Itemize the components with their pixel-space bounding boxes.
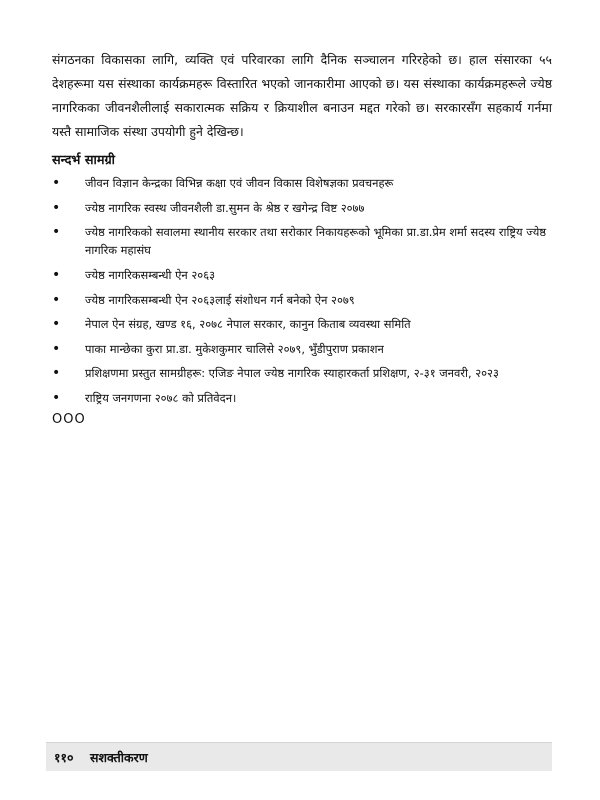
reference-item: [52, 291, 552, 309]
bullet-icon: •: [52, 340, 61, 357]
bullet-icon: •: [52, 175, 61, 191]
references-list: [52, 174, 552, 413]
bullet-icon: •: [52, 267, 61, 283]
bullet-icon: •: [52, 389, 61, 406]
bullet-icon: •: [52, 199, 61, 216]
reference-text: ज्येष्ठ नागरिकसम्बन्धी ऐन २०६३लाई संशोधन गर्न बनेको ऐन २०७९: [85, 292, 355, 307]
reference-item: [52, 223, 552, 259]
end-mark: OOO: [52, 412, 86, 427]
bullet-icon: •: [52, 316, 61, 332]
reference-text: ज्येष्ठ नागरिकको सवालमा स्थानीय सरकार तथा सरोकार निकायहरूको भूमिका प्रा.डा.प्रेम शर्मा सदस्य राष्ट्रिय ज्येष्ठ नागरिक महासंघ: [85, 225, 547, 257]
page-number: ११०: [54, 750, 74, 765]
references-heading: सन्दर्भ सामग्री: [52, 153, 116, 168]
page-footer: [46, 742, 552, 771]
reference-text: ज्येष्ठ नागरिकसम्बन्धी ऐन २०६३: [85, 268, 216, 282]
reference-item: [52, 174, 552, 192]
reference-text: नेपाल ऐन संग्रह, खण्ड १६, २०७८ नेपाल सरकार, कानुन किताब व्यवस्था समिति: [85, 317, 411, 331]
bullet-icon: •: [52, 291, 61, 308]
reference-text: जीवन विज्ञान केन्द्रका विभिन्न कक्षा एवं जीवन विकास विशेषज्ञका प्रवचनहरू: [85, 176, 394, 190]
footer-title: सशक्तीकरण: [90, 750, 148, 765]
reference-text: राष्ट्रिय जनगणना २०७८ को प्रतिवेदन।: [85, 390, 237, 405]
bullet-icon: •: [52, 224, 61, 240]
reference-text: ज्येष्ठ नागरिक स्वस्थ जीवनशैली डा.सुमन के श्रेष्ठ र खगेन्द्र विष्ट २०७७: [85, 200, 365, 215]
reference-text: प्रशिक्षणमा प्रस्तुत सामग्रीहरू: एजिङ नेपाल ज्येष्ठ नागरिक स्याहारकर्ता प्रशिक्षण, २-३१ जनवरी, २०२३: [85, 366, 499, 380]
reference-item: [52, 364, 552, 382]
reference-item: [52, 340, 552, 358]
reference-item: [52, 389, 552, 407]
reference-item: [52, 315, 552, 333]
reference-text: पाका मान्छेका कुरा प्रा.डा. मुकेशकुमार चालिसे २०७९, भुँडीपुराण प्रकाशन: [85, 341, 384, 356]
reference-item: [52, 266, 552, 284]
intro-paragraph: संगठनका विकासका लागि, व्यक्ति एवं परिवारका लागि दैनिक सञ्चालन गरिरहेको छ। हाल संसारका ५५ देशहरूमा यस संस्थाका कार्यक्रमहरू विस्तारित भएको जानकारीमा आएको छ। यस संस्थाका कार्यक्रमहरूले ज्येष्ठ नागरिकका जीवनशैलीलाई सकारात्मक सक्रिय र क्रियाशील बनाउन मद्दत गरेको छ। सरकारसँग सहकार्य गर्नमा यस्तै सामाजिक संस्था उपयोगी हुने देखिन्छ।: [52, 52, 552, 139]
reference-item: [52, 199, 552, 217]
bullet-icon: •: [52, 365, 61, 381]
